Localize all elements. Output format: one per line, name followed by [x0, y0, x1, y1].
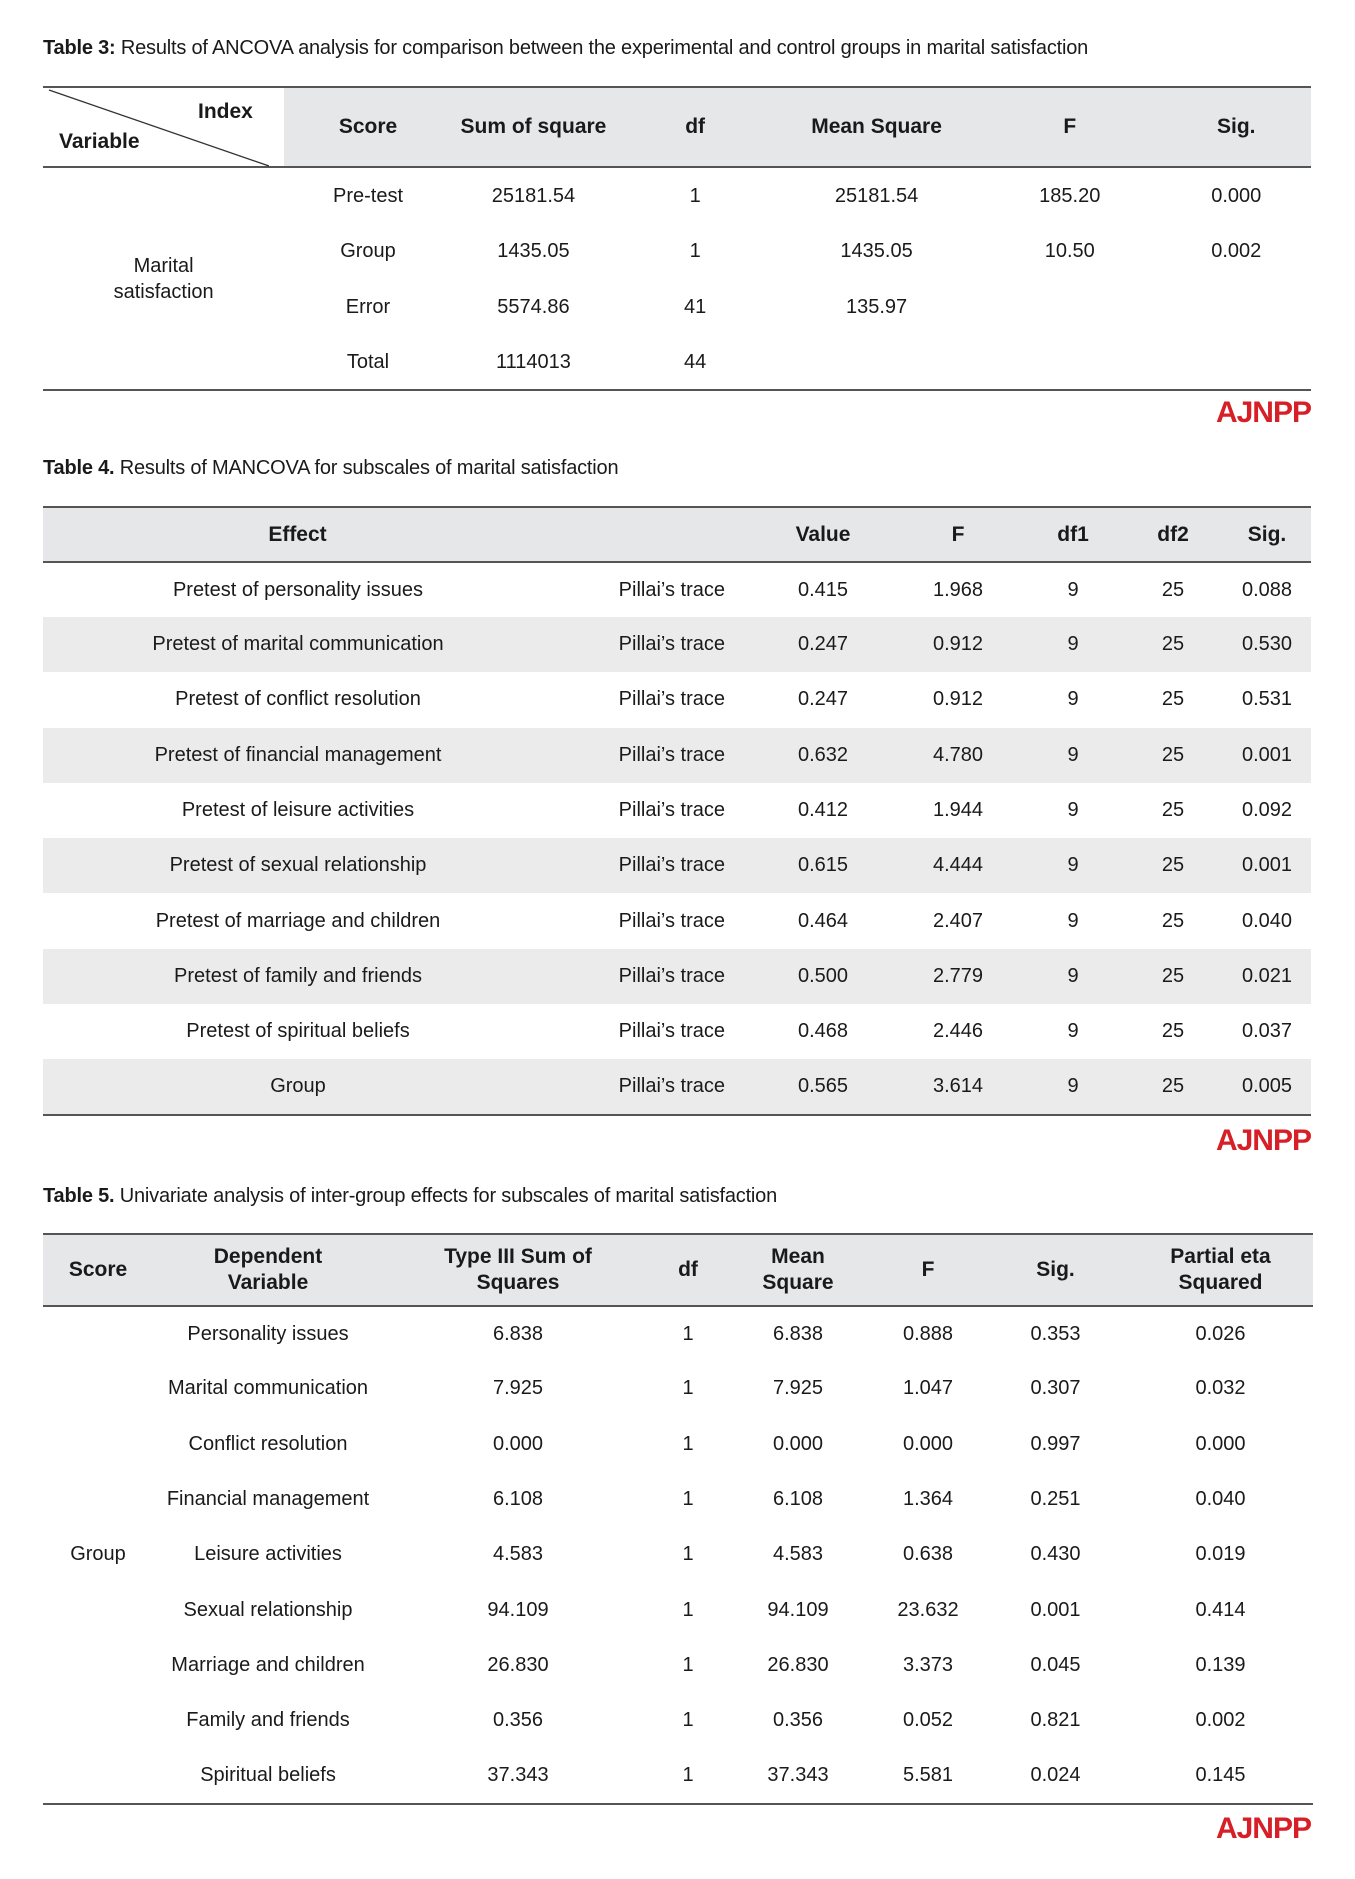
table5-cell-sig: 0.821: [1030, 1709, 1081, 1732]
table4-cell-effect: Pretest of marital communication: [43, 617, 553, 672]
header-line: Squared: [1178, 1271, 1263, 1294]
table4-cell-statistic: Pillai’s trace: [553, 728, 753, 783]
table4-cell-effect: Group: [43, 1059, 553, 1114]
table5-score-label: Group: [70, 1543, 126, 1566]
table3-header-sum-of-square: Sum of square: [452, 87, 615, 167]
table4-cell-sig: 0.005: [1223, 1059, 1311, 1114]
table5-cell-dependent-variable: Marriage and children: [171, 1653, 365, 1676]
header-line: F: [921, 1258, 935, 1281]
header-line: Type III Sum of: [444, 1245, 592, 1268]
table5-cell-mean-square: 7.925: [772, 1377, 824, 1400]
variable-label-line: satisfaction: [113, 280, 214, 303]
table4-cell-df1: 9: [1067, 688, 1079, 711]
table4-header-df1: df1: [1023, 507, 1123, 562]
table5-cell-sum-of-squares: 26.830: [487, 1653, 549, 1676]
table5-cell-f: 0.000: [902, 1432, 954, 1455]
table5-cell-mean-square: 94.109: [767, 1598, 829, 1621]
table3-corner-header: [43, 87, 284, 167]
table5-caption-text: Univariate analysis of inter-group effects for subscales of marital satisfaction: [114, 1185, 778, 1207]
header-line: Variable: [227, 1271, 309, 1294]
table4-header-f: F: [893, 507, 1023, 562]
table-row: [43, 728, 1311, 783]
header-line: Mean: [771, 1245, 825, 1268]
table4-cell-value: 0.247: [753, 617, 893, 672]
table3-caption-text: Results of ANCOVA analysis for comparison between the experimental and control groups in marital satisfaction: [115, 37, 1089, 59]
table-row: [43, 1693, 1313, 1748]
table-cell: 25181.54: [834, 184, 919, 207]
table4-cell-f: 0.912: [932, 688, 984, 711]
table4-cell-effect: Pretest of conflict resolution: [175, 688, 421, 711]
table5-cell-dependent-variable: Conflict resolution: [188, 1432, 348, 1455]
table-row: [43, 1748, 1313, 1803]
table4-cell-df2: 25: [1123, 728, 1223, 783]
table-row: [43, 1417, 1313, 1472]
table5-cell-sig: 0.353: [1030, 1322, 1081, 1345]
table5-cell-f: 1.047: [902, 1377, 954, 1400]
table-row: [43, 1472, 1313, 1527]
table3: [43, 86, 1311, 391]
table-row: [43, 783, 1311, 838]
table5-cell-dependent-variable: Spiritual beliefs: [200, 1764, 336, 1787]
table-row: [43, 167, 1311, 224]
table-cell: 25181.54: [491, 184, 576, 207]
table4-cell-sig: 0.040: [1241, 909, 1293, 932]
table4-caption-text: Results of MANCOVA for subscales of marital satisfaction: [114, 457, 619, 479]
table5-cell-df: 1: [682, 1653, 694, 1676]
table-cell: 1435.05: [840, 240, 913, 262]
table5-cell-df: 1: [682, 1543, 694, 1566]
table4-cell-statistic: Pillai’s trace: [553, 1059, 753, 1114]
table4-cell-df2: 25: [1161, 688, 1185, 711]
table-row: [43, 617, 1311, 672]
table-row: [43, 1527, 1313, 1582]
table5-header-f: [873, 1234, 983, 1306]
table5-cell-df: 1: [682, 1764, 694, 1787]
table-cell: 135.97: [845, 295, 908, 318]
table4-cell-f: 3.614: [893, 1059, 1023, 1114]
table5-cell-sig: 0.001: [1030, 1598, 1081, 1621]
table-row: [43, 562, 1311, 617]
table-cell: Pre-test: [332, 184, 404, 207]
table4-cell-df1: 9: [1067, 1020, 1079, 1043]
table5-header-dependent-variable: [153, 1234, 383, 1306]
table4-cell-value: 0.415: [797, 578, 849, 601]
table5-cell-partial-eta-squared: 0.019: [1195, 1543, 1246, 1566]
table4-cell-f: 0.912: [893, 617, 1023, 672]
table5-cell-sig: 0.430: [1030, 1543, 1081, 1566]
table5-cell-dependent-variable: Personality issues: [187, 1322, 349, 1345]
table5-cell-mean-square: 6.838: [772, 1322, 824, 1345]
table5-caption-number: Table 5.: [43, 1185, 115, 1207]
table4-cell-df2: 25: [1123, 617, 1223, 672]
table5-cell-dependent-variable: Financial management: [166, 1488, 370, 1511]
table5-cell-sum-of-squares: 7.925: [492, 1377, 544, 1400]
table4-cell-f: 1.944: [932, 799, 984, 822]
table-row: [43, 1638, 1313, 1693]
header-line: Dependent: [213, 1245, 323, 1268]
table4-cell-value: 0.500: [753, 949, 893, 1004]
table-cell: 1: [689, 240, 701, 262]
table-cell: 1114013: [495, 350, 571, 373]
table-cell: 10.50: [1044, 240, 1095, 262]
table5-cell-mean-square: 4.583: [772, 1543, 824, 1566]
table3-header-score: Score: [284, 87, 452, 167]
table4-cell-df1: 9: [1067, 578, 1079, 601]
table5-cell-f: 0.638: [902, 1543, 954, 1566]
table5-cell-f: 23.632: [897, 1598, 959, 1621]
table-cell: 1: [689, 184, 701, 207]
table5-cell-f: 1.364: [902, 1488, 954, 1511]
table4-cell-df2: 25: [1161, 909, 1185, 932]
table4-header-sig: Sig.: [1223, 507, 1311, 562]
table-cell: [978, 279, 1162, 335]
table5-cell-df: 1: [682, 1488, 694, 1511]
table3-caption-number: Table 3:: [43, 37, 116, 59]
ajnpp-logo: AJNPP: [1215, 1812, 1311, 1845]
table-cell: 185.20: [1039, 184, 1101, 207]
table4-cell-statistic: Pillai’s trace: [618, 1020, 725, 1043]
table3-header-f: F: [978, 87, 1162, 167]
table3-header-df: df: [615, 87, 775, 167]
table3-variable-label: [43, 167, 284, 390]
table4-cell-df1: 9: [1023, 728, 1123, 783]
table-cell: Error: [345, 295, 391, 318]
table-row: [43, 838, 1311, 893]
table4-cell-statistic: Pillai’s trace: [553, 617, 753, 672]
table5-cell-df: 1: [682, 1322, 694, 1345]
table5-cell-df: 1: [682, 1377, 694, 1400]
table4-cell-statistic: Pillai’s trace: [618, 688, 725, 711]
table-cell: 1435.05: [497, 240, 570, 262]
table-cell: 0.002: [1211, 240, 1262, 262]
table5-cell-df: 1: [682, 1432, 694, 1455]
table4-cell-sig: 0.531: [1241, 688, 1293, 711]
table-row: [43, 949, 1311, 1004]
table5-cell-partial-eta-squared: 0.145: [1195, 1764, 1246, 1787]
table4-cell-value: 0.412: [797, 799, 849, 822]
table5-cell-df: 1: [682, 1709, 694, 1732]
table3-caption: [43, 37, 1088, 60]
table4-cell-sig: 0.001: [1223, 728, 1311, 783]
table4-caption: [43, 457, 618, 480]
table-row: [43, 672, 1311, 727]
table-row: [43, 1306, 1313, 1361]
table5-cell-sum-of-squares: 0.356: [492, 1709, 544, 1732]
table5-cell-partial-eta-squared: 0.040: [1195, 1488, 1246, 1511]
table4-cell-f: 2.779: [893, 949, 1023, 1004]
table4-cell-df1: 9: [1023, 1059, 1123, 1114]
table-cell: Group: [340, 240, 396, 262]
table5-cell-partial-eta-squared: 0.000: [1195, 1432, 1246, 1455]
table5-cell-df: 1: [682, 1598, 694, 1621]
table4-header-df2: df2: [1123, 507, 1223, 562]
table5-cell-dependent-variable: Marital communication: [167, 1377, 369, 1400]
table4-cell-effect: Pretest of leisure activities: [181, 799, 415, 822]
table5-cell-f: 5.581: [902, 1764, 954, 1787]
header-line: Partial eta: [1170, 1245, 1271, 1268]
table4-caption-number: Table 4.: [43, 457, 115, 479]
table4-cell-sig: 0.037: [1241, 1020, 1293, 1043]
header-line: Square: [762, 1271, 834, 1294]
table5-cell-f: 0.052: [902, 1709, 954, 1732]
table3-header-mean-square: Mean Square: [775, 87, 978, 167]
table4-cell-df2: 25: [1123, 1059, 1223, 1114]
table-cell: 41: [684, 295, 707, 318]
table3-corner-variable: Variable: [59, 130, 140, 153]
table5-cell-sum-of-squares: 94.109: [487, 1598, 549, 1621]
table5: [43, 1233, 1313, 1805]
table4-cell-value: 0.565: [753, 1059, 893, 1114]
table5-cell-f: 3.373: [902, 1653, 954, 1676]
table5-cell-partial-eta-squared: 0.139: [1195, 1653, 1246, 1676]
table4-cell-f: 2.407: [932, 909, 984, 932]
table5-cell-partial-eta-squared: 0.026: [1195, 1322, 1246, 1345]
table4-header-statistic: [553, 507, 753, 562]
table4-cell-df2: 25: [1161, 578, 1185, 601]
table5-cell-f: 0.888: [902, 1322, 954, 1345]
table4-cell-f: 1.968: [932, 578, 984, 601]
table-row: [43, 1361, 1313, 1416]
table5-header-sig: [983, 1234, 1128, 1306]
table-cell: [1162, 279, 1311, 335]
header-line: df: [678, 1258, 698, 1281]
table4-cell-df1: 9: [1067, 799, 1079, 822]
table-row: [43, 1004, 1311, 1059]
header-line: Sig.: [1036, 1258, 1075, 1281]
table4-cell-value: 0.468: [797, 1020, 849, 1043]
table-cell: [1162, 335, 1311, 390]
table4-cell-sig: 0.530: [1223, 617, 1311, 672]
table5-cell-sig: 0.251: [1030, 1488, 1081, 1511]
table4-cell-value: 0.615: [753, 838, 893, 893]
table4-cell-statistic: Pillai’s trace: [618, 578, 725, 601]
table4: [43, 506, 1311, 1116]
table5-cell-partial-eta-squared: 0.032: [1195, 1377, 1246, 1400]
table4-cell-sig: 0.001: [1223, 838, 1311, 893]
table-row: [43, 1582, 1313, 1637]
table4-cell-df2: 25: [1161, 799, 1185, 822]
table4-cell-df2: 25: [1123, 838, 1223, 893]
table4-cell-f: 4.444: [893, 838, 1023, 893]
table4-cell-effect: Pretest of family and friends: [43, 949, 553, 1004]
table-row: [43, 893, 1311, 948]
header-line: Squares: [476, 1271, 560, 1294]
table5-header-df: [653, 1234, 723, 1306]
table4-cell-value: 0.247: [797, 688, 849, 711]
table5-cell-sig: 0.045: [1030, 1653, 1081, 1676]
table4-cell-sig: 0.021: [1223, 949, 1311, 1004]
table5-cell-partial-eta-squared: 0.002: [1195, 1709, 1246, 1732]
table-cell: 5574.86: [497, 295, 570, 318]
table4-header-effect: Effect: [43, 507, 553, 562]
ajnpp-logo: AJNPP: [1215, 1124, 1311, 1157]
table4-cell-effect: Pretest of personality issues: [172, 578, 424, 601]
table4-cell-statistic: Pillai’s trace: [618, 799, 725, 822]
table4-cell-statistic: Pillai’s trace: [618, 909, 725, 932]
table4-cell-f: 4.780: [893, 728, 1023, 783]
variable-label-line: Marital: [133, 254, 194, 277]
table4-cell-df1: 9: [1023, 838, 1123, 893]
table5-cell-sum-of-squares: 0.000: [492, 1432, 544, 1455]
table4-cell-value: 0.632: [753, 728, 893, 783]
table5-cell-sig: 0.997: [1030, 1432, 1081, 1455]
table3-corner-index: Index: [198, 100, 253, 123]
table4-cell-sig: 0.092: [1241, 799, 1293, 822]
table-cell: 44: [684, 350, 707, 373]
table5-cell-mean-square: 0.000: [772, 1432, 824, 1455]
table-cell: 0.000: [1211, 184, 1262, 207]
table5-cell-dependent-variable: Sexual relationship: [183, 1598, 353, 1621]
table4-cell-df1: 9: [1023, 617, 1123, 672]
table-row: [43, 1059, 1311, 1114]
table5-cell-sum-of-squares: 4.583: [492, 1543, 544, 1566]
table5-header-mean-square: [723, 1234, 873, 1306]
table4-cell-effect: Pretest of sexual relationship: [43, 838, 553, 893]
table4-cell-value: 0.464: [797, 909, 849, 932]
table4-cell-df1: 9: [1023, 949, 1123, 1004]
table4-cell-df2: 25: [1161, 1020, 1185, 1043]
table4-cell-df2: 25: [1123, 949, 1223, 1004]
header-line: Score: [68, 1258, 128, 1281]
table5-cell-sum-of-squares: 37.343: [487, 1764, 549, 1787]
table5-cell-mean-square: 37.343: [767, 1764, 829, 1787]
table5-header-partial-eta-squared: [1128, 1234, 1313, 1306]
table5-header-score: [43, 1234, 153, 1306]
table4-cell-f: 2.446: [932, 1020, 984, 1043]
table5-cell-sig: 0.024: [1030, 1764, 1081, 1787]
table4-cell-effect: Pretest of financial management: [43, 728, 553, 783]
table4-cell-statistic: Pillai’s trace: [553, 949, 753, 1004]
table5-cell-dependent-variable: Leisure activities: [194, 1543, 342, 1566]
table4-cell-sig: 0.088: [1241, 578, 1293, 601]
table5-cell-mean-square: 26.830: [767, 1653, 829, 1676]
table5-cell-partial-eta-squared: 0.414: [1195, 1598, 1246, 1621]
table5-cell-dependent-variable: Family and friends: [186, 1709, 350, 1732]
table5-cell-sig: 0.307: [1030, 1377, 1081, 1400]
table5-cell-mean-square: 6.108: [772, 1488, 824, 1511]
table5-caption: [43, 1185, 777, 1208]
table5-cell-sum-of-squares: 6.838: [492, 1322, 544, 1345]
table-cell: [978, 335, 1162, 390]
table-cell: Total: [346, 350, 390, 373]
table4-cell-df1: 9: [1067, 909, 1079, 932]
table-cell: [775, 335, 978, 390]
table3-header-sig: Sig.: [1162, 87, 1311, 167]
table5-cell-mean-square: 0.356: [772, 1709, 824, 1732]
table4-cell-effect: Pretest of marriage and children: [155, 909, 441, 932]
table5-header-type-iii-sum-of-squares: [383, 1234, 653, 1306]
table4-cell-statistic: Pillai’s trace: [553, 838, 753, 893]
ajnpp-logo: AJNPP: [1215, 396, 1311, 429]
table4-cell-effect: Pretest of spiritual beliefs: [186, 1020, 410, 1043]
table4-header-value: Value: [753, 507, 893, 562]
table5-cell-sum-of-squares: 6.108: [492, 1488, 544, 1511]
